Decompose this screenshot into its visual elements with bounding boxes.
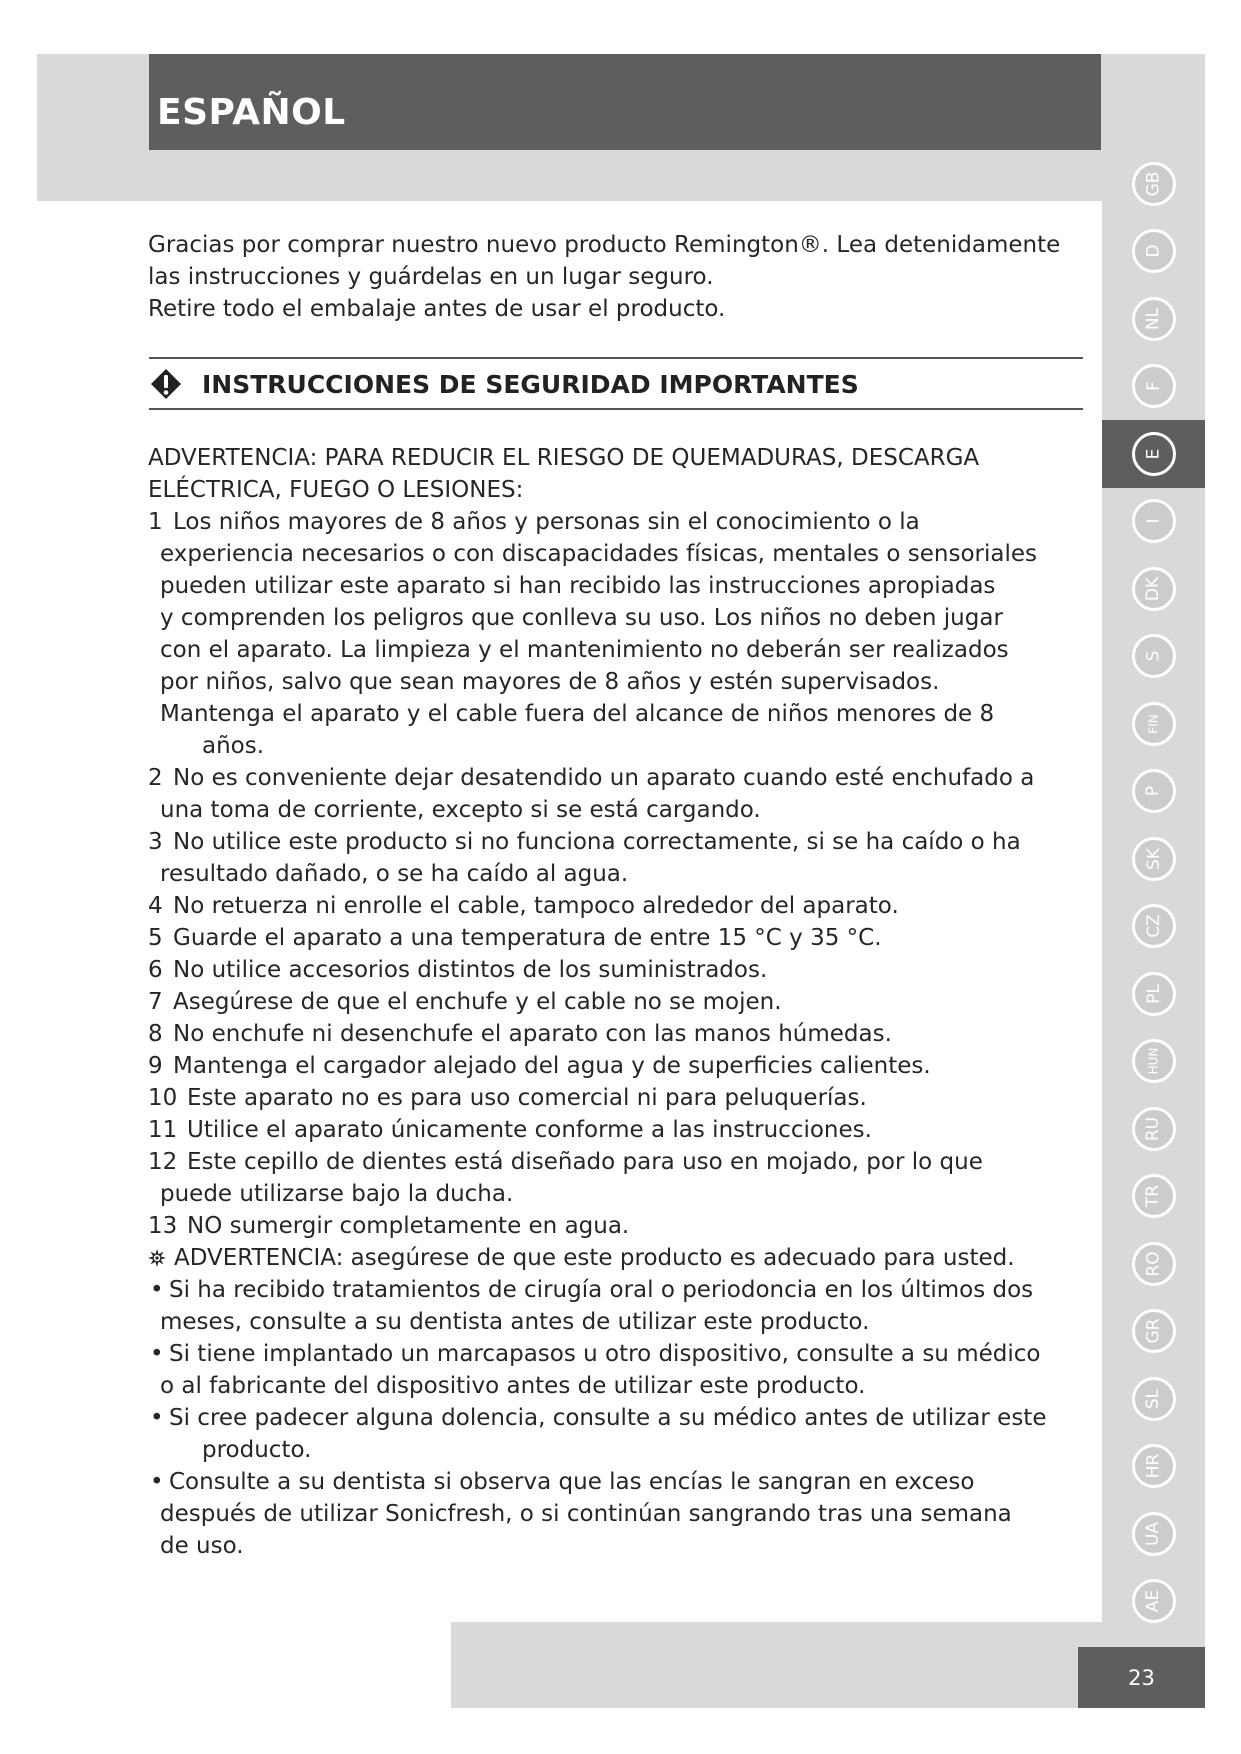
language-tab-ae[interactable] xyxy=(1102,1568,1205,1636)
item-text: pueden utilizar este aparato si han recibido las instrucciones apropiadas xyxy=(160,573,996,599)
language-badge xyxy=(1132,229,1176,273)
bullet-text: Si cree padecer alguna dolencia, consulte a su médico antes de utilizar este xyxy=(169,1405,1047,1431)
item-number: 13 xyxy=(148,1213,178,1239)
bullet-mark: • xyxy=(150,1341,164,1367)
language-badge xyxy=(1132,364,1176,408)
language-tab-f[interactable] xyxy=(1102,353,1205,421)
language-tab-sl[interactable] xyxy=(1102,1365,1205,1433)
list-item xyxy=(148,1082,1078,1114)
bullet-mark: • xyxy=(150,1469,164,1495)
language-code: FIN xyxy=(1146,714,1161,734)
language-tab-i[interactable] xyxy=(1102,488,1205,556)
advertencia-line xyxy=(148,1242,1078,1274)
item-text: Este cepillo de dientes está diseñado para uso en mojado, por lo que xyxy=(187,1149,983,1175)
item-text: una toma de corriente, excepto si se está cargando. xyxy=(160,797,761,823)
language-tab-e[interactable] xyxy=(1102,420,1205,488)
item-text: Utilice el aparato únicamente conforme a las instrucciones. xyxy=(187,1117,872,1143)
language-tab-dk[interactable] xyxy=(1102,555,1205,623)
intro-line: las instrucciones y guárdelas en un lugar seguro. xyxy=(148,264,714,290)
language-tab-ro[interactable] xyxy=(1102,1230,1205,1298)
bullet-text: Si tiene implantado un marcapasos u otro dispositivo, consulte a su médico xyxy=(169,1341,1041,1367)
list-item xyxy=(148,1114,1078,1146)
list-item xyxy=(148,1050,1078,1082)
bullet-text: producto. xyxy=(202,1437,312,1463)
bullet-item xyxy=(148,1466,1078,1498)
section-title: INSTRUCCIONES DE SEGURIDAD IMPORTANTES xyxy=(202,369,859,399)
language-badge xyxy=(1132,567,1176,611)
bullet-item xyxy=(148,1338,1078,1370)
language-badge xyxy=(1132,499,1176,543)
item-number: 3 xyxy=(148,829,163,855)
item-number: 11 xyxy=(148,1117,178,1143)
language-badge xyxy=(1132,702,1176,746)
language-tab-hun[interactable] xyxy=(1102,1028,1205,1096)
language-tab-gr[interactable] xyxy=(1102,1298,1205,1366)
language-code: SL xyxy=(1143,1388,1164,1409)
section-rule-bottom xyxy=(149,408,1083,410)
item-text: experiencia necesarios o con discapacidades físicas, mentales o sensoriales xyxy=(160,541,1037,567)
language-tab-pl[interactable] xyxy=(1102,960,1205,1028)
intro-line: Retire todo el embalaje antes de usar el producto. xyxy=(148,296,726,322)
intro-line: Gracias por comprar nuestro nuevo producto Remington®. Lea detenidamente xyxy=(148,232,1061,258)
language-code: P xyxy=(1143,786,1164,797)
warning-diamond-icon xyxy=(150,368,182,400)
language-tab-ua[interactable] xyxy=(1102,1500,1205,1568)
item-number: 7 xyxy=(148,989,163,1015)
list-item xyxy=(148,954,1078,986)
bullet-text: de uso. xyxy=(160,1533,244,1559)
language-badge xyxy=(1132,1579,1176,1623)
language-badge xyxy=(1132,1174,1176,1218)
safety-instructions xyxy=(148,442,1078,1562)
item-text: y comprenden los peligros que conlleva su uso. Los niños no deben jugar xyxy=(160,605,1003,631)
language-code: UA xyxy=(1143,1521,1164,1546)
language-badge xyxy=(1132,634,1176,678)
list-item xyxy=(148,922,1078,954)
language-code: AE xyxy=(1143,1590,1164,1613)
language-badge xyxy=(1132,904,1176,948)
item-number: 9 xyxy=(148,1053,163,1079)
item-text: NO sumergir completamente en agua. xyxy=(187,1213,630,1239)
language-code: GB xyxy=(1143,171,1164,197)
language-tab-s[interactable] xyxy=(1102,623,1205,691)
language-badge xyxy=(1132,1377,1176,1421)
item-number: 2 xyxy=(148,765,163,791)
list-item xyxy=(148,1210,1078,1242)
language-tab-gb[interactable] xyxy=(1102,150,1205,218)
language-badge xyxy=(1132,162,1176,206)
language-tab-d[interactable] xyxy=(1102,218,1205,286)
item-number: 5 xyxy=(148,925,163,951)
language-badge xyxy=(1132,1242,1176,1286)
language-code: I xyxy=(1143,518,1164,524)
section-rule-top xyxy=(149,357,1083,359)
language-badge xyxy=(1132,432,1176,476)
item-text: por niños, salvo que sean mayores de 8 años y estén supervisados. xyxy=(160,669,940,695)
language-badge xyxy=(1132,837,1176,881)
language-badge xyxy=(1132,1107,1176,1151)
item-number: 4 xyxy=(148,893,163,919)
item-number: 1 xyxy=(148,509,163,535)
item-text: años. xyxy=(202,733,265,759)
language-code: SK xyxy=(1143,847,1164,870)
bullet-text: Si ha recibido tratamientos de cirugía oral o periodoncia en los últimos dos xyxy=(169,1277,1034,1303)
item-number: 10 xyxy=(148,1085,178,1111)
page-title: ESPAÑOL xyxy=(157,92,346,133)
list-item xyxy=(148,1018,1078,1050)
language-tab-tr[interactable] xyxy=(1102,1163,1205,1231)
language-code: NL xyxy=(1143,307,1164,330)
item-text: Mantenga el aparato y el cable fuera del alcance de niños menores de 8 xyxy=(160,701,995,727)
page-number-box xyxy=(1078,1647,1205,1708)
item-text: No retuerza ni enrolle el cable, tampoco alrededor del aparato. xyxy=(173,893,899,919)
bullet-text: meses, consulte a su dentista antes de utilizar este producto. xyxy=(160,1309,870,1335)
intro-text xyxy=(148,229,1078,325)
sun-burst-icon xyxy=(148,1249,166,1267)
bullet-text: o al fabricante del dispositivo antes de utilizar este producto. xyxy=(160,1373,866,1399)
item-number: 8 xyxy=(148,1021,163,1047)
language-code: TR xyxy=(1143,1185,1164,1208)
language-tabs xyxy=(1102,150,1205,1618)
item-text: Los niños mayores de 8 años y personas sin el conocimiento o la xyxy=(173,509,920,535)
list-item xyxy=(148,986,1078,1018)
item-text: resultado dañado, o se ha caído al agua. xyxy=(160,861,629,887)
language-badge xyxy=(1132,1039,1176,1083)
language-badge xyxy=(1132,1444,1176,1488)
item-text: Este aparato no es para uso comercial ni para peluquerías. xyxy=(187,1085,867,1111)
list-item xyxy=(148,762,1078,794)
page-number: 23 xyxy=(1128,1665,1155,1690)
list-item xyxy=(148,1146,1078,1178)
bullet-text: Consulte a su dentista si observa que las encías le sangran en exceso xyxy=(169,1469,975,1495)
list-item xyxy=(148,826,1078,858)
language-code: RU xyxy=(1143,1116,1164,1141)
item-text: No utilice accesorios distintos de los suministrados. xyxy=(173,957,768,983)
language-code: F xyxy=(1143,381,1164,392)
item-text: Asegúrese de que el enchufe y el cable no se mojen. xyxy=(173,989,782,1015)
language-code: CZ xyxy=(1143,914,1164,939)
list-item xyxy=(148,506,1078,538)
language-code: D xyxy=(1143,244,1164,258)
language-badge xyxy=(1132,1309,1176,1353)
section-heading xyxy=(150,365,859,403)
bullet-mark: • xyxy=(150,1277,164,1303)
item-number: 12 xyxy=(148,1149,178,1175)
language-code: S xyxy=(1143,650,1164,662)
language-code: GR xyxy=(1143,1318,1164,1344)
language-code: PL xyxy=(1143,983,1164,1004)
language-badge xyxy=(1132,972,1176,1016)
language-tab-hr[interactable] xyxy=(1102,1433,1205,1501)
language-code: DK xyxy=(1143,576,1164,601)
bullet-item xyxy=(148,1402,1078,1434)
item-text: Guarde el aparato a una temperatura de entre 15 °C y 35 °C. xyxy=(173,925,882,951)
advertencia-text: ADVERTENCIA: asegúrese de que este producto es adecuado para usted. xyxy=(174,1245,1015,1271)
language-code: HR xyxy=(1143,1453,1164,1479)
warning-heading-line: ADVERTENCIA: PARA REDUCIR EL RIESGO DE QUEMADURAS, DESCARGA xyxy=(148,445,980,471)
bullet-item xyxy=(148,1274,1078,1306)
language-badge xyxy=(1132,769,1176,813)
item-text: No enchufe ni desenchufe el aparato con las manos húmedas. xyxy=(173,1021,892,1047)
language-badge xyxy=(1132,1512,1176,1556)
item-number: 6 xyxy=(148,957,163,983)
item-text: Mantenga el cargador alejado del agua y de superficies calientes. xyxy=(173,1053,931,1079)
language-tab-cz[interactable] xyxy=(1102,893,1205,961)
item-text: No utilice este producto si no funciona correctamente, si se ha caído o ha xyxy=(173,829,1021,855)
item-text: con el aparato. La limpieza y el mantenimiento no deberán ser realizados xyxy=(160,637,1009,663)
language-tab-fin[interactable] xyxy=(1102,690,1205,758)
bullet-mark: • xyxy=(150,1405,164,1431)
warning-heading-line: ELÉCTRICA, FUEGO O LESIONES: xyxy=(148,477,524,503)
item-text: puede utilizarse bajo la ducha. xyxy=(160,1181,514,1207)
language-tab-nl[interactable] xyxy=(1102,285,1205,353)
language-code: HUN xyxy=(1146,1047,1161,1075)
language-tab-ru[interactable] xyxy=(1102,1095,1205,1163)
language-tab-sk[interactable] xyxy=(1102,825,1205,893)
item-text: No es conveniente dejar desatendido un aparato cuando esté enchufado a xyxy=(173,765,1035,791)
language-tab-p[interactable] xyxy=(1102,758,1205,826)
language-badge xyxy=(1132,297,1176,341)
language-code: E xyxy=(1143,448,1164,460)
bullet-text: después de utilizar Sonicfresh, o si continúan sangrando tras una semana xyxy=(160,1501,1012,1527)
language-code: RO xyxy=(1143,1251,1164,1277)
list-item xyxy=(148,890,1078,922)
